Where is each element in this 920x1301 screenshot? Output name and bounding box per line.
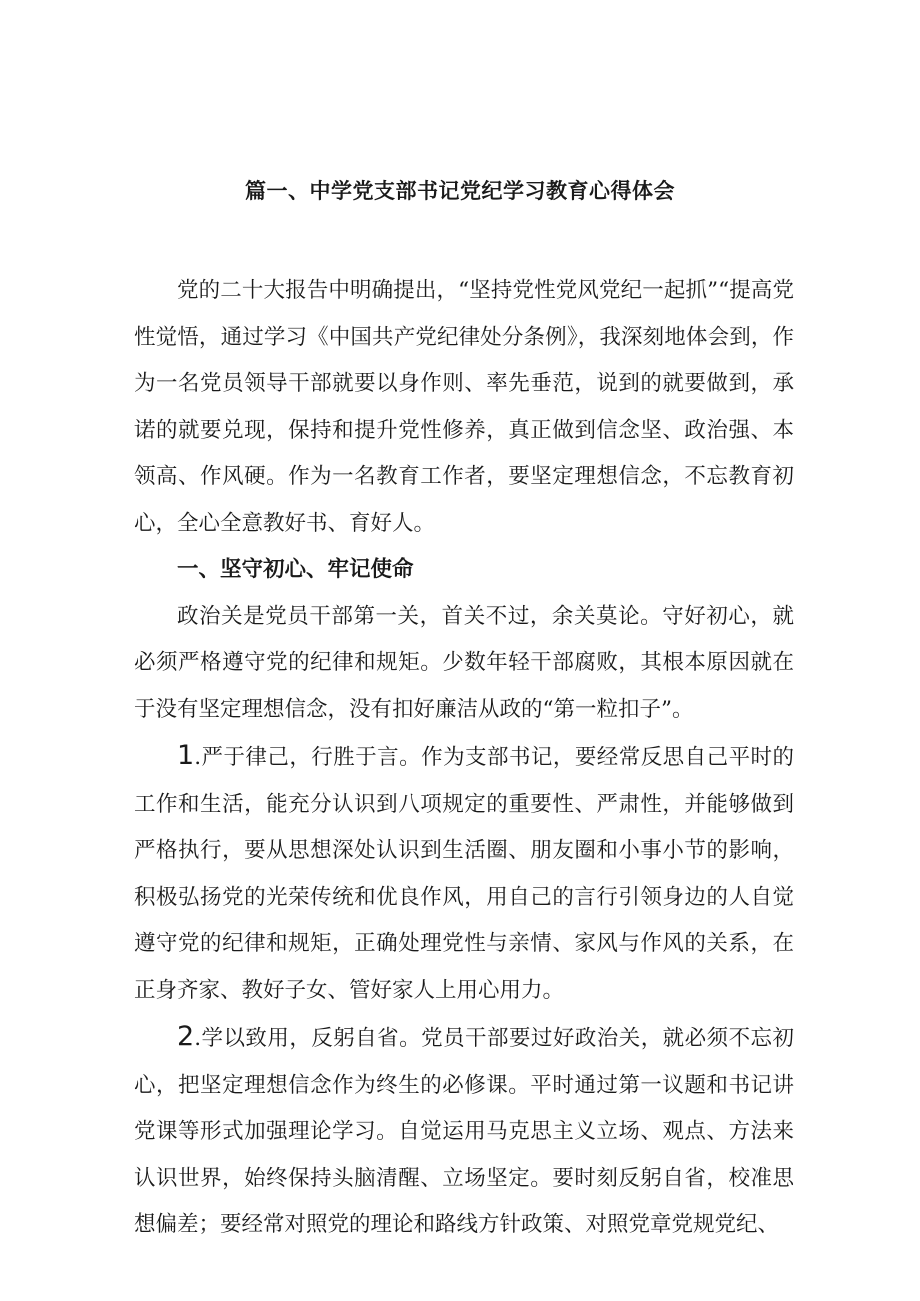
document-title: 篇一、中学党支部书记党纪学习教育心得体会 bbox=[245, 178, 675, 203]
item-2-paragraph bbox=[134, 1014, 794, 1249]
item-1-paragraph bbox=[134, 733, 794, 1014]
item-2-number: 2 bbox=[177, 1021, 195, 1052]
item-1-number: 1 bbox=[177, 740, 195, 771]
item-1-text: .严于律己，行胜于言。作为支部书记，要经常反思自己平时的工作和生活，能充分认识到八项规定的重要性、严肃性，并能够做到严格执行，要从思想深处认识到生活圈、朋友圈和小事小节的影响，积极弘扬党的光荣传统和优良作风，用自己的言行引领身边的人自觉遵守党的纪律和规矩，正确处理党性与亲情、家风与作风的关系，在正身齐家、教好子女、管好家人上用心用力。 bbox=[134, 745, 794, 1003]
item-2-text: .学以致用，反躬自省。党员干部要过好政治关，就必须不忘初心，把坚定理想信念作为终生的必修课。平时通过第一议题和书记讲党课等形式加强理论学习。自觉运用马克思主义立场、观点、方法来认识世界，始终保持头脑清醒、立场坚定。要时刻反躬自省，校准思想偏差；要经常对照党的理论和路线方针政策、对照党章党规党纪、 bbox=[134, 1026, 794, 1237]
document-body bbox=[134, 268, 794, 1249]
section-1-heading: 一、坚守初心、牢记使命 bbox=[177, 557, 414, 582]
section-1-paragraph: 政治关是党员干部第一关，首关不过，余关莫论。守好初心，就必须严格遵守党的纪律和规矩。少数年轻干部腐败，其根本原因就在于没有坚定理想信念，没有扣好廉洁从政的“第一粒扣子”。 bbox=[134, 603, 794, 722]
intro-paragraph: 党的二十大报告中明确提出，“坚持党性党风党纪一起抓”“提高党性觉悟，通过学习《中国共产党纪律处分条例》，我深刻地体会到，作为一名党员领导干部就要以身作则、率先垂范，说到的就要做到，承诺的就要兑现，保持和提升党性修养，真正做到信念坚、政治强、本领高、作风硬。作为一名教育工作者，要坚定理想信念，不忘教育初心，全心全意教好书、育好人。 bbox=[134, 278, 794, 536]
